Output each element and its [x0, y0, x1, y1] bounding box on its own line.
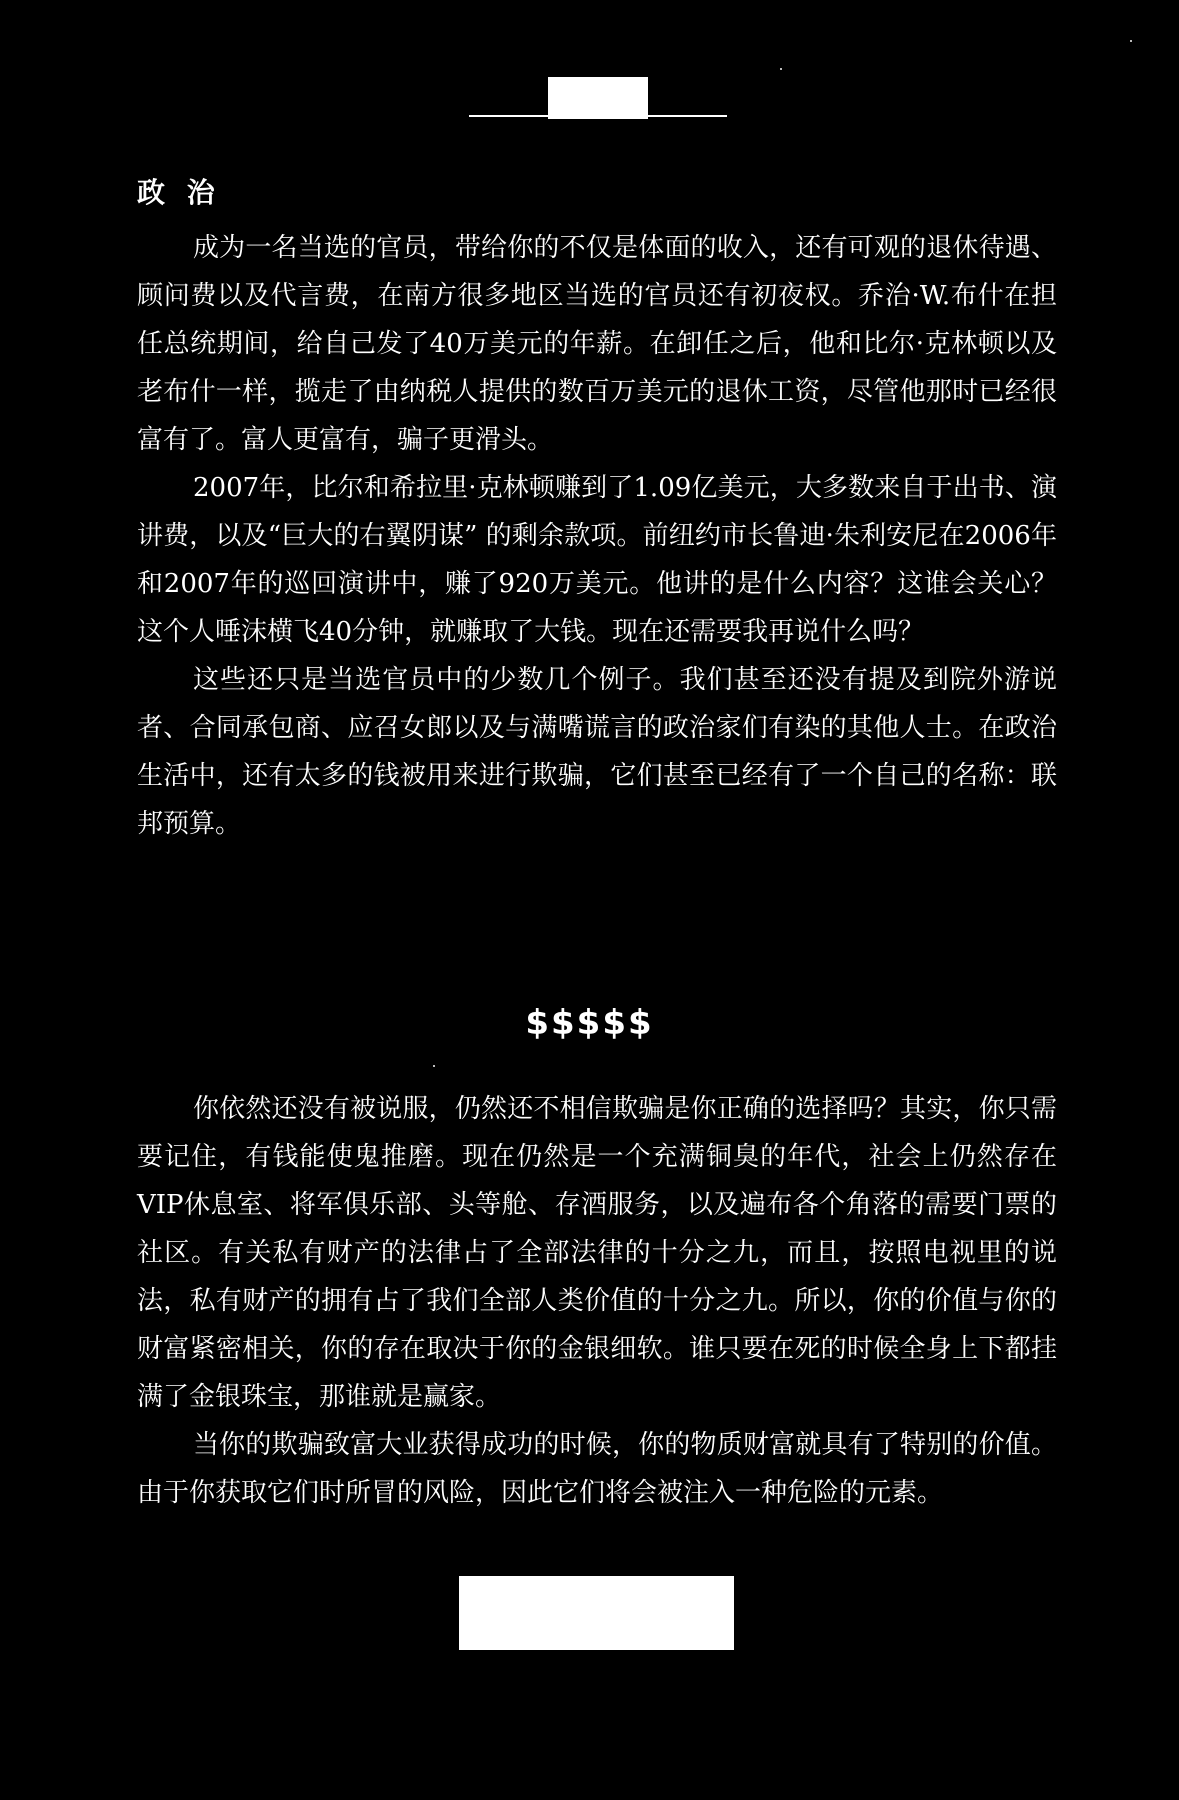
section-title: 政 治 — [137, 176, 221, 209]
text-block-bottom — [137, 1085, 1057, 1517]
paragraph: 成为一名当选的官员，带给你的不仅是体面的收入，还有可观的退休待遇、顾问费以及代言费，在南方很多地区当选的官员还有初夜权。乔治·W.布什在担任总统期间，给自己发了40万美元的年薪。在卸任之后，他和比尔·克林顿以及老布什一样，揽走了由纳税人提供的数百万美元的退休工资，尽管他那时已经很富有了。富人更富有，骗子更滑头。 — [137, 233, 1057, 455]
paragraph: 你依然还没有被说服，仍然还不相信欺骗是你正确的选择吗？其实，你只需要记住，有钱能使鬼推磨。现在仍然是一个充满铜臭的年代，社会上仍然存在VIP休息室、将军俱乐部、头等舱、存酒服务，以及遍布各个角落的需要门票的社区。有关私有财产的法律占了全部法律的十分之九，而且，按照电视里的说法，私有财产的拥有占了我们全部人类价值的十分之九。所以，你的价值与你的财富紧密相关，你的存在取决于你的金银细软。谁只要在死的时候全身上下都挂满了金银珠宝，那谁就是赢家。 — [137, 1094, 1057, 1412]
header-redaction-box — [548, 77, 648, 119]
section-divider: $$$$$ — [525, 1003, 654, 1043]
paragraph: 当你的欺骗致富大业获得成功的时候，你的物质财富就具有了特别的价值。由于你获取它们时所冒的风险，因此它们将会被注入一种危险的元素。 — [137, 1430, 1057, 1508]
paragraph: 2007年，比尔和希拉里·克林顿赚到了1.09亿美元，大多数来自于出书、演讲费，以及“巨大的右翼阴谋” 的剩余款项。前纽约市长鲁迪·朱利安尼在2006年和2007年的巡回演讲中，赚了920万美元。他讲的是什么内容？这谁会关心？这个人唾沫横飞40分钟，就赚取了大钱。现在还需要我再说什么吗？ — [137, 473, 1057, 647]
scan-speck — [1130, 40, 1132, 42]
text-block-top — [137, 224, 1057, 848]
scan-speck — [433, 1065, 435, 1067]
paragraph: 这些还只是当选官员中的少数几个例子。我们甚至还没有提及到院外游说者、合同承包商、应召女郎以及与满嘴谎言的政治家们有染的其他人士。在政治生活中，还有太多的钱被用来进行欺骗，它们甚至已经有了一个自己的名称：联邦预算。 — [137, 665, 1057, 839]
footer-redaction-box — [459, 1576, 734, 1650]
scan-speck — [780, 68, 782, 70]
